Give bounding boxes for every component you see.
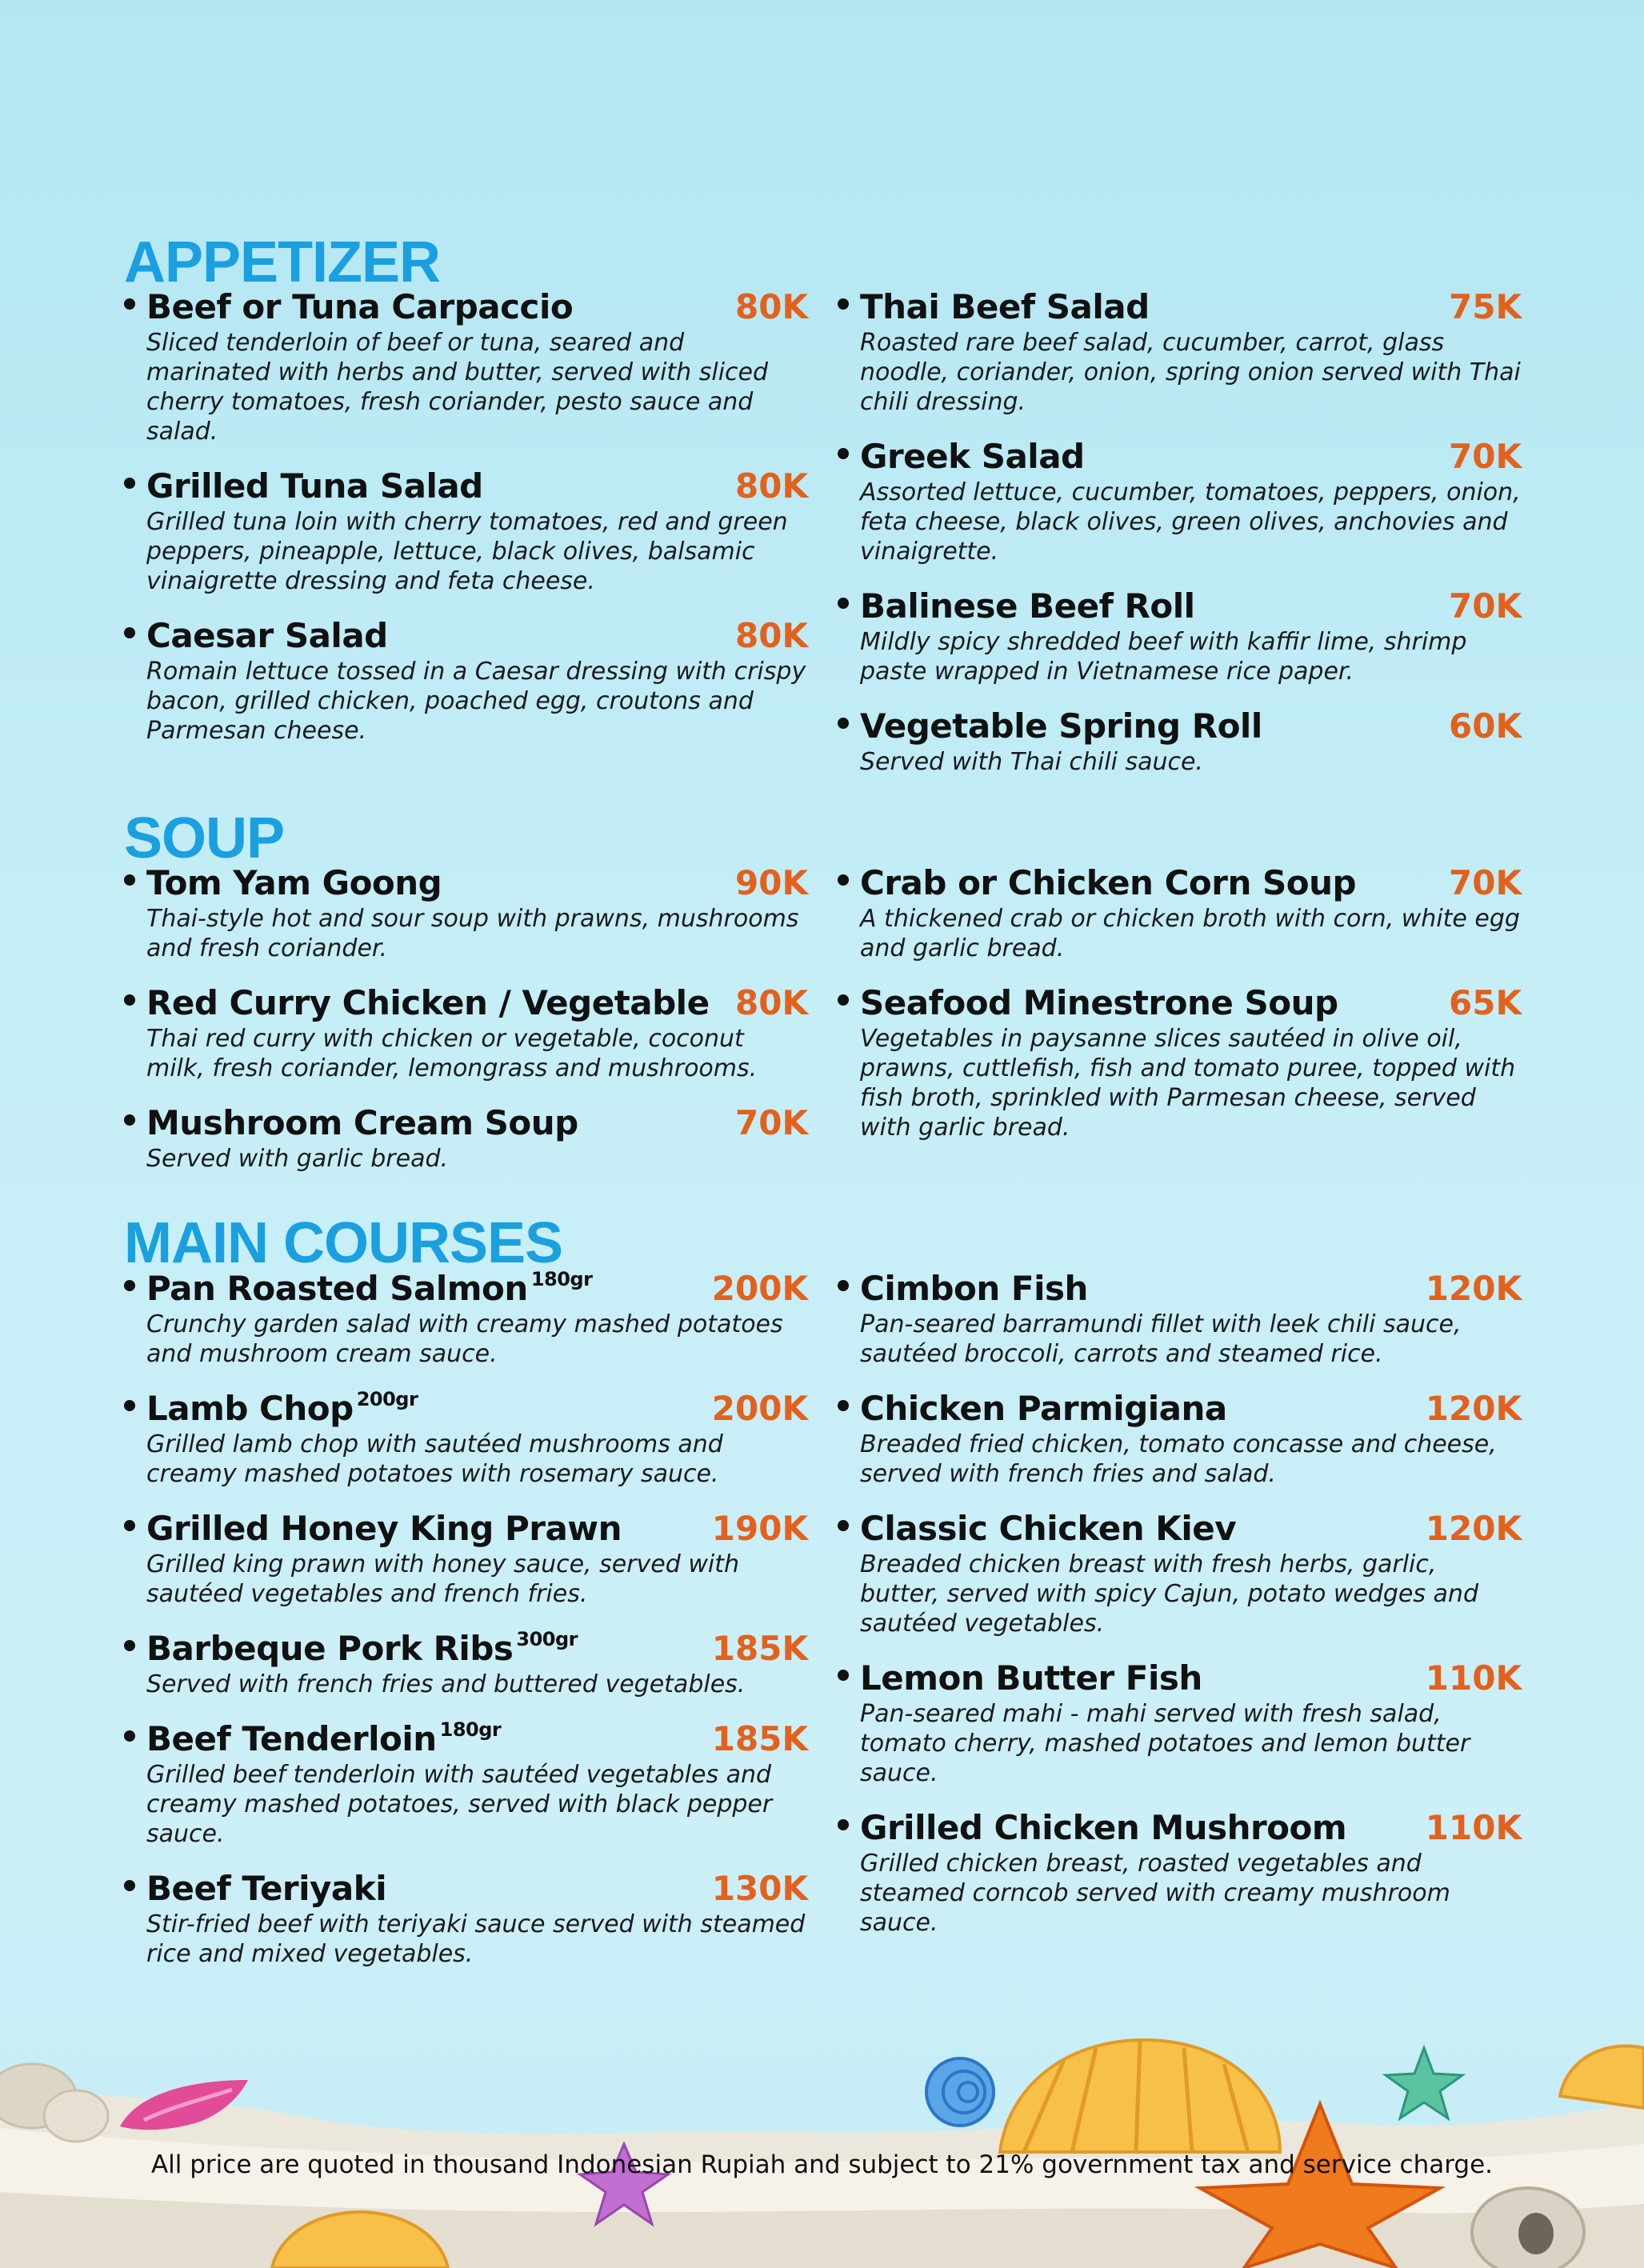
item-description: Mildly spicy shredded beef with kaffir lime, shrimp paste wrapped in Vietnamese rice paper.	[860, 628, 1467, 686]
item-price: 80K	[735, 287, 808, 326]
menu-item	[838, 1390, 1522, 1489]
menu-item	[838, 864, 1522, 963]
item-description: Roasted rare beef salad, cucumber, carrot, glass noodle, coriander, onion, spring onion served with Thai chili dressing.	[860, 329, 1521, 416]
menu-item	[124, 1720, 808, 1849]
item-description: Served with garlic bread.	[146, 1145, 449, 1173]
item-name-text: Pan Roasted Salmon	[146, 1269, 528, 1308]
menu-item	[124, 984, 808, 1083]
item-name: Red Curry Chicken / Vegetable	[146, 983, 710, 1022]
menu-item	[838, 984, 1522, 1142]
bullet-icon	[838, 874, 849, 886]
item-name	[146, 1270, 592, 1308]
item-description: Pan-seared barramundi fillet with leek chili sauce, sautéed broccoli, carrots and steamed rice.	[860, 1310, 1462, 1368]
item-description: Served with french fries and buttered vegetables.	[146, 1670, 746, 1698]
item-name: Thai Beef Salad	[860, 287, 1150, 326]
item-description: Stir-fried beef with teriyaki sauce served with steamed rice and mixed vegetables.	[146, 1910, 806, 1968]
appetizer-right-column	[838, 288, 1522, 798]
section-title-appetizer: APPETIZER	[124, 230, 441, 294]
bullet-icon	[838, 448, 849, 459]
item-name: Vegetable Spring Roll	[860, 706, 1262, 746]
item-name: Cimbon Fish	[860, 1269, 1088, 1308]
item-description: Thai red curry with chicken or vegetable, coconut milk, fresh coriander, lemongrass and mushrooms.	[146, 1025, 758, 1082]
menu-item	[838, 587, 1522, 686]
item-price: 75K	[1449, 287, 1522, 326]
item-price: 70K	[735, 1103, 808, 1142]
bullet-icon	[838, 718, 849, 729]
item-price: 185K	[711, 1719, 808, 1758]
section-title-soup: SOUP	[124, 806, 285, 870]
bullet-icon	[124, 298, 135, 310]
item-description: Sliced tenderloin of beef or tuna, seared and marinated with herbs and butter, served with sliced cherry tomatoes, fresh coriander, pesto sauce and salad.	[146, 329, 769, 446]
item-price: 70K	[1449, 863, 1522, 902]
menu-item	[124, 864, 808, 963]
item-price: 90K	[735, 863, 808, 902]
menu-item	[838, 1270, 1522, 1369]
item-name	[146, 1390, 418, 1428]
item-name-text: Barbeque Pork Ribs	[146, 1629, 514, 1668]
menu-item	[124, 1104, 808, 1174]
bullet-icon	[838, 1280, 849, 1291]
item-price: 110K	[1425, 1658, 1522, 1698]
item-price: 80K	[735, 466, 808, 506]
item-description: Grilled tuna loin with cherry tomatoes, red and green peppers, pineapple, lettuce, black olives, balsamic vinaigrette dressing and feta cheese.	[146, 508, 788, 595]
item-description: Vegetables in paysanne slices sautéed in olive oil, prawns, cuttlefish, fish and tomato puree, topped with fish broth, sprinkled with Parmesan cheese, served with garlic bread.	[860, 1025, 1516, 1142]
item-name	[146, 1630, 578, 1668]
starfish-icon	[1386, 2048, 1462, 2118]
menu-item	[124, 1270, 808, 1369]
bullet-icon	[124, 874, 135, 886]
item-description: Assorted lettuce, cucumber, tomatoes, peppers, onion, feta cheese, black olives, green olives, anchovies and vinaigrette.	[860, 478, 1521, 566]
item-name: Seafood Minestrone Soup	[860, 983, 1338, 1022]
item-name: Beef or Tuna Carpaccio	[146, 287, 574, 326]
item-price: 70K	[1449, 437, 1522, 476]
menu-item	[124, 288, 808, 446]
item-description: Pan-seared mahi - mahi served with fresh salad, tomato cherry, mashed potatoes and lemon butter sauce.	[860, 1700, 1470, 1787]
bullet-icon	[838, 1670, 849, 1681]
appetizer-left-column	[124, 288, 808, 766]
item-name: Balinese Beef Roll	[860, 586, 1195, 626]
item-name: Caesar Salad	[146, 616, 388, 655]
seashell-icon	[1472, 2188, 1584, 2268]
item-weight: 180gr	[439, 1718, 502, 1741]
bullet-icon	[124, 1880, 135, 1891]
menu-item	[124, 1510, 808, 1609]
menu-item	[124, 1630, 808, 1699]
item-description: Crunchy garden salad with creamy mashed potatoes and mushroom cream sauce.	[146, 1310, 783, 1368]
scallop-shell-icon	[1000, 2040, 1280, 2152]
bullet-icon	[124, 1114, 135, 1126]
item-weight: 200gr	[356, 1388, 418, 1410]
item-price: 120K	[1425, 1269, 1522, 1308]
item-price: 190K	[711, 1509, 808, 1548]
menu-item	[838, 1510, 1522, 1638]
item-description: Breaded chicken breast with fresh herbs, garlic, butter, served with spicy Cajun, potato wedges and sautéed vegetables.	[860, 1550, 1478, 1638]
item-name: Grilled Honey King Prawn	[146, 1509, 622, 1548]
bullet-icon	[124, 994, 135, 1006]
item-name: Beef Teriyaki	[146, 1869, 387, 1908]
scallop-shell-icon	[1560, 2046, 1644, 2109]
item-price: 120K	[1425, 1509, 1522, 1548]
item-weight: 180gr	[530, 1268, 593, 1290]
item-price: 80K	[735, 983, 808, 1022]
bullet-icon	[838, 994, 849, 1006]
bullet-icon	[124, 1730, 135, 1742]
main-courses-right-column	[838, 1270, 1522, 1958]
item-name-text: Lamb Chop	[146, 1389, 354, 1428]
item-price: 200K	[711, 1269, 808, 1308]
bullet-icon	[124, 627, 135, 638]
item-description: Served with Thai chili sauce.	[860, 748, 1203, 776]
item-name: Grilled Tuna Salad	[146, 466, 483, 506]
item-price: 70K	[1449, 586, 1522, 626]
item-name: Mushroom Cream Soup	[146, 1103, 578, 1142]
menu-item	[124, 1870, 808, 1969]
menu-item	[124, 617, 808, 746]
bullet-icon	[838, 598, 849, 609]
item-name: Grilled Chicken Mushroom	[860, 1808, 1347, 1847]
menu-item	[838, 288, 1522, 417]
item-name-text: Beef Tenderloin	[146, 1719, 437, 1758]
soup-right-column	[838, 864, 1522, 1163]
bullet-icon	[838, 298, 849, 310]
item-description: Grilled chicken breast, roasted vegetables and steamed corncob served with creamy mushroom sauce.	[860, 1850, 1450, 1937]
item-name: Classic Chicken Kiev	[860, 1509, 1237, 1548]
menu-item	[838, 438, 1522, 566]
soup-left-column	[124, 864, 808, 1194]
bullet-icon	[124, 478, 135, 489]
item-price: 185K	[711, 1629, 808, 1668]
bullet-icon	[838, 1400, 849, 1411]
item-description: Thai-style hot and sour soup with prawns, mushrooms and fresh coriander.	[146, 905, 799, 962]
bullet-icon	[838, 1520, 849, 1531]
item-description: Grilled beef tenderloin with sautéed vegetables and creamy mashed potatoes, served with black pepper sauce.	[146, 1761, 773, 1848]
menu-item	[838, 707, 1522, 777]
bullet-icon	[124, 1640, 135, 1651]
bullet-icon	[124, 1400, 135, 1411]
item-price: 80K	[735, 616, 808, 655]
menu-item	[124, 1390, 808, 1489]
menu-item	[124, 467, 808, 596]
section-title-main-courses: MAIN COURSES	[124, 1211, 563, 1275]
item-name: Lemon Butter Fish	[860, 1658, 1202, 1698]
item-description: Breaded fried chicken, tomato concasse and cheese, served with french fries and salad.	[860, 1430, 1497, 1488]
item-name: Tom Yam Goong	[146, 863, 442, 902]
item-price: 120K	[1425, 1389, 1522, 1428]
item-description: Grilled king prawn with honey sauce, served with sautéed vegetables and french fries.	[146, 1550, 739, 1608]
item-name	[146, 1720, 501, 1758]
item-price: 65K	[1449, 983, 1522, 1022]
item-price: 110K	[1425, 1808, 1522, 1847]
snail-shell-icon	[926, 2058, 994, 2126]
bullet-icon	[124, 1280, 135, 1291]
item-weight: 300gr	[516, 1628, 578, 1650]
bullet-icon	[838, 1819, 849, 1830]
item-name: Crab or Chicken Corn Soup	[860, 863, 1357, 902]
price-disclaimer: All price are quoted in thousand Indonesian Rupiah and subject to 21% government tax and service charge.	[150, 2150, 1494, 2179]
item-description: Romain lettuce tossed in a Caesar dressing with crispy bacon, grilled chicken, poached egg, croutons and Parmesan cheese.	[146, 658, 806, 745]
item-price: 130K	[711, 1869, 808, 1908]
main-courses-left-column	[124, 1270, 808, 1990]
item-price: 60K	[1449, 706, 1522, 746]
item-description: A thickened crab or chicken broth with corn, white egg and garlic bread.	[860, 905, 1520, 962]
item-name: Greek Salad	[860, 437, 1085, 476]
menu-item	[838, 1659, 1522, 1788]
item-price: 200K	[711, 1389, 808, 1428]
menu-item	[838, 1809, 1522, 1938]
item-name: Chicken Parmigiana	[860, 1389, 1227, 1428]
bullet-icon	[124, 1520, 135, 1531]
item-description: Grilled lamb chop with sautéed mushrooms and creamy mashed potatoes with rosemary sauce.	[146, 1430, 723, 1488]
